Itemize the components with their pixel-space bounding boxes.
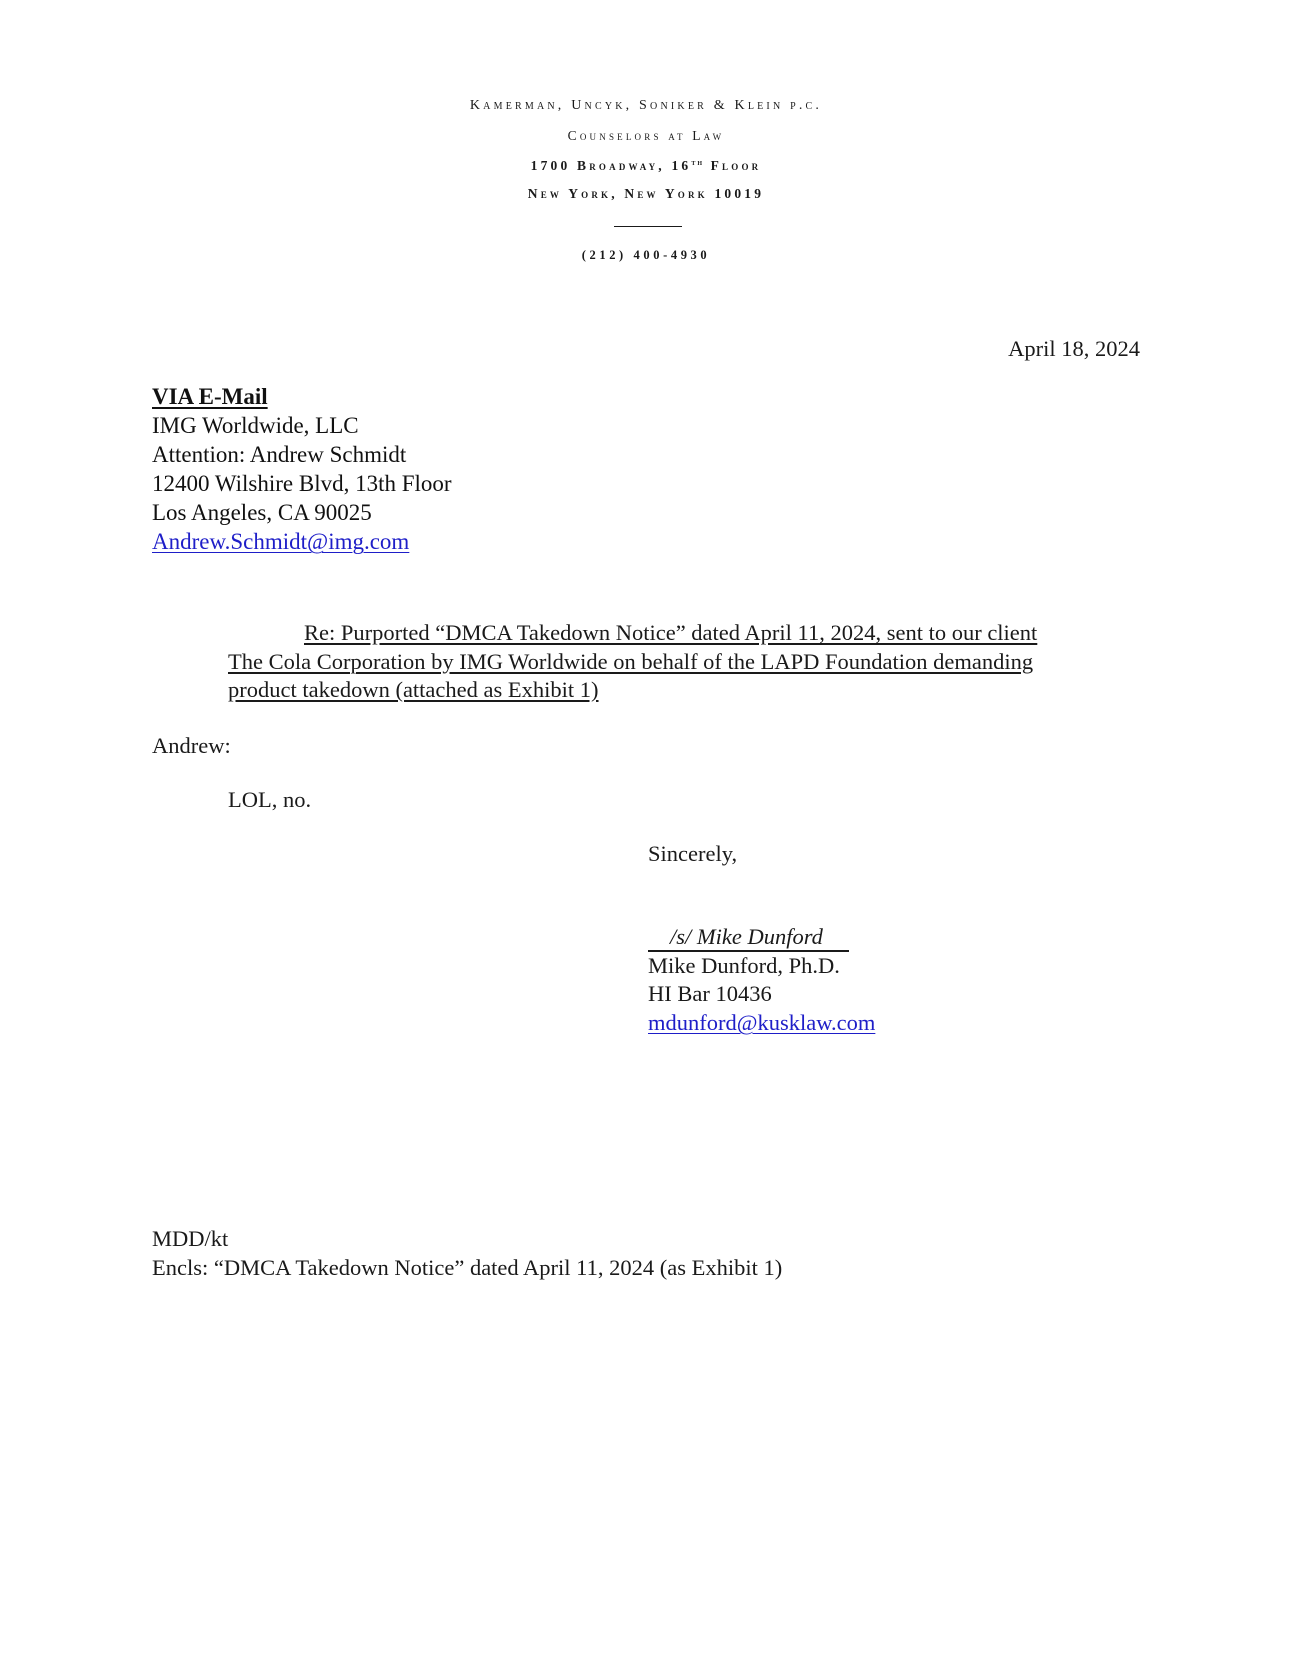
recipient-street: 12400 Wilshire Blvd, 13th Floor: [152, 471, 452, 496]
salutation: Andrew:: [152, 733, 231, 758]
closing: Sincerely,: [648, 841, 738, 866]
delivery-method: VIA E-Mail: [152, 384, 268, 409]
recipient-company: IMG Worldwide, LLC: [152, 413, 359, 438]
signer-name: Mike Dunford, Ph.D.: [648, 952, 840, 978]
letter-footer: [152, 1224, 782, 1282]
signer-email-link[interactable]: mdunford@kusklaw.com: [648, 1009, 876, 1035]
letter-date: April 18, 2024: [1008, 336, 1140, 361]
enclosures: Encls: “DMCA Takedown Notice” dated April 11, 2024 (as Exhibit 1): [152, 1255, 783, 1280]
firm-tagline: Counselors at Law: [567, 128, 725, 143]
firm-phone: (212) 400-4930: [581, 248, 711, 262]
subject-line: [228, 618, 1120, 704]
signer-bar-number: HI Bar 10436: [648, 981, 772, 1006]
letterhead-divider: [614, 226, 682, 227]
firm-name: Kamerman, Uncyk, Soniker & Klein p.c.: [469, 98, 823, 113]
firm-street-address: [0, 157, 1292, 174]
recipient-city: Los Angeles, CA 90025: [152, 500, 372, 525]
recipient-attention: Attention: Andrew Schmidt: [152, 442, 407, 467]
firm-city-address: New York, New York 10019: [527, 186, 765, 201]
street-suffix: Floor: [704, 158, 762, 173]
recipient-email-link[interactable]: Andrew.Schmidt@img.com: [152, 529, 410, 554]
street-ordinal-suffix: th: [691, 157, 705, 167]
letter-body: LOL, no.: [228, 787, 312, 812]
typist-initials: MDD/kt: [152, 1226, 229, 1251]
signature-block: [648, 922, 875, 1036]
subject-line-2: The Cola Corporation by IMG Worldwide on behalf of the LAPD Foundation demanding: [228, 648, 1034, 674]
subject-line-1: Re: Purported “DMCA Takedown Notice” dated April 11, 2024, sent to our client: [304, 620, 1038, 645]
street-prefix: 1700 Broadway, 16: [530, 158, 692, 173]
e-signature: /s/ Mike Dunford: [648, 924, 849, 952]
subject-line-3: product takedown (attached as Exhibit 1): [228, 677, 599, 702]
recipient-address-block: [152, 384, 452, 558]
